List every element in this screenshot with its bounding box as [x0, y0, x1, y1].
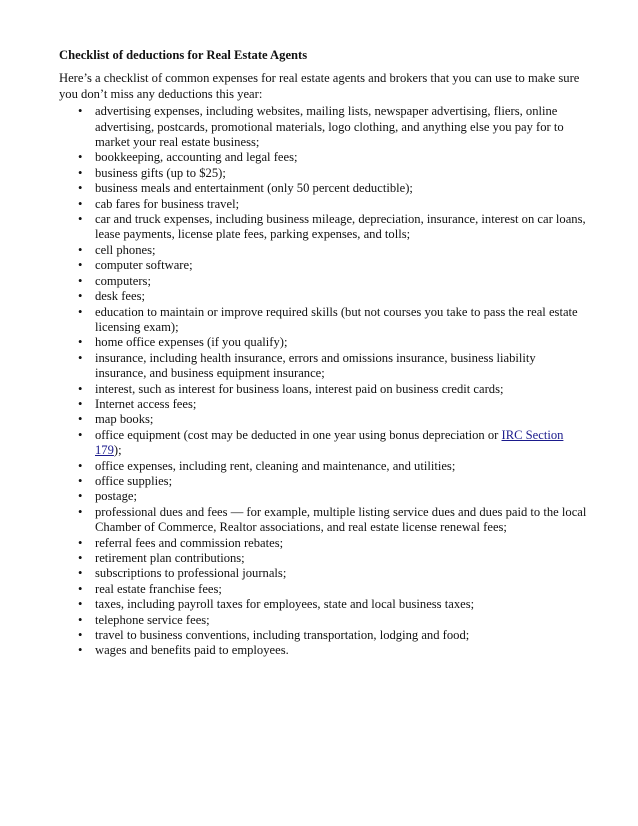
list-item — [78, 643, 589, 658]
list-item — [78, 181, 589, 196]
list-item — [78, 566, 589, 581]
list-item-text: retirement plan contributions; — [95, 551, 245, 565]
list-item — [78, 242, 589, 258]
list-item-text: bookkeeping, accounting and legal fees; — [95, 150, 298, 165]
bullet-icon: • — [78, 258, 83, 273]
bullet-icon: • — [78, 489, 83, 504]
list-item — [78, 212, 589, 243]
bullet-icon: • — [78, 597, 83, 612]
bullet-icon: • — [78, 427, 83, 442]
list-item — [78, 150, 589, 165]
bullet-icon: • — [78, 396, 83, 411]
intro-paragraph: Here’s a checklist of common expenses for real estate agents and brokers that you can use to make sure you don’t miss any deductions this year: — [59, 71, 580, 101]
bullet-icon: • — [78, 335, 83, 350]
list-item-text: insurance, including health insurance, errors and omissions insurance, business liability insurance, and business equipment insurance; — [95, 350, 536, 381]
bullet-icon: • — [78, 458, 83, 473]
list-item — [78, 258, 589, 273]
list-item-text: car and truck expenses, including business mileage, depreciation, insurance, interest on car loans, lease payments, license plate fees, parking expenses, and tolls; — [95, 212, 586, 242]
list-item-text: office equipment (cost may be deducted in one year using bonus depreciation or — [95, 427, 502, 442]
bullet-icon: • — [78, 473, 83, 488]
bullet-icon: • — [78, 628, 83, 643]
list-item-text: business gifts (up to $25); — [95, 165, 226, 180]
list-item — [78, 381, 589, 397]
list-item — [78, 304, 589, 336]
bullet-icon: • — [78, 150, 83, 165]
list-item — [78, 412, 589, 427]
list-item-text: referral fees and commission rebates; — [95, 535, 284, 550]
bullet-icon: • — [78, 104, 83, 119]
bullet-icon: • — [78, 165, 83, 180]
list-item-text: Internet access fees; — [95, 396, 197, 411]
list-item — [78, 551, 589, 566]
list-item-text-suffix: ); — [113, 443, 122, 458]
bullet-icon: • — [78, 643, 83, 658]
list-item — [78, 196, 589, 212]
list-item-text: cell phones; — [95, 242, 156, 257]
bullet-icon: • — [78, 381, 83, 396]
list-item-text: interest, such as interest for business loans, interest paid on business credit cards; — [95, 381, 504, 396]
list-item-text: office expenses, including rent, cleaning and maintenance, and utilities; — [95, 458, 456, 473]
list-item — [78, 535, 589, 551]
bullet-icon: • — [78, 242, 83, 257]
list-item-text: desk fees; — [95, 289, 146, 304]
document-title: Checklist of deductions for Real Estate Agents — [59, 48, 308, 62]
list-item-text: wages and benefits paid to employees. — [95, 643, 289, 658]
list-item-text: business meals and entertainment (only 50 percent deductible); — [95, 181, 413, 196]
bullet-icon: • — [78, 535, 83, 550]
bullet-icon: • — [78, 612, 83, 627]
bullet-icon: • — [78, 196, 83, 211]
bullet-icon: • — [78, 181, 83, 196]
list-item-text: advertising expenses, including websites, mailing lists, newspaper advertising, fliers, online advertising, postcards, promotional materials, logo clothing, and anything else you pay for to market your real estate business; — [95, 104, 564, 150]
list-item-text: map books; — [95, 412, 154, 427]
list-item-text: office supplies; — [95, 473, 173, 488]
list-item — [78, 581, 589, 597]
irc-section-179-link[interactable]: IRC Section 179 — [95, 427, 564, 458]
bullet-icon: • — [78, 304, 83, 319]
list-item — [78, 489, 589, 504]
list-item — [78, 396, 589, 412]
list-item-text: taxes, including payroll taxes for employees, state and local business taxes; — [95, 597, 475, 612]
list-item — [78, 104, 589, 150]
bullet-icon: • — [78, 289, 83, 304]
list-item — [78, 273, 589, 289]
bullet-icon: • — [78, 212, 83, 227]
list-item-text: home office expenses (if you qualify); — [95, 335, 288, 350]
list-item-text: telephone service fees; — [95, 612, 210, 627]
list-item-text: computer software; — [95, 258, 193, 273]
list-item — [78, 612, 589, 628]
bullet-icon: • — [78, 273, 83, 288]
bullet-icon: • — [78, 504, 83, 519]
list-item — [78, 165, 589, 181]
list-item-text: subscriptions to professional journals; — [95, 566, 287, 581]
bullet-icon: • — [78, 350, 83, 365]
list-item-text: cab fares for business travel; — [95, 196, 240, 211]
list-item — [78, 458, 589, 474]
list-item — [78, 289, 589, 304]
bullet-icon: • — [78, 581, 83, 596]
bullet-icon: • — [78, 412, 83, 427]
list-item — [78, 473, 589, 489]
bullet-icon: • — [78, 551, 83, 565]
list-item-text: education to maintain or improve required skills (but not courses you take to pass the real estate licensing exam); — [95, 304, 578, 334]
list-item — [78, 628, 589, 643]
list-item — [78, 335, 589, 350]
list-item — [78, 350, 589, 382]
deductions-list — [59, 104, 589, 659]
list-item — [78, 597, 589, 612]
list-item — [78, 504, 589, 536]
list-item-text: professional dues and fees — for example, multiple listing service dues and dues paid to the local Chamber of Commerce, Realtor associations, and real estate license renewal fees; — [95, 504, 587, 535]
list-item-office-equipment — [78, 427, 589, 459]
list-item-text: postage; — [95, 489, 137, 504]
list-item-text: computers; — [95, 273, 151, 288]
list-item-text: travel to business conventions, including transportation, lodging and food; — [95, 628, 470, 643]
bullet-icon: • — [78, 566, 83, 581]
document-page — [59, 48, 589, 659]
list-item-text: real estate franchise fees; — [95, 581, 222, 596]
